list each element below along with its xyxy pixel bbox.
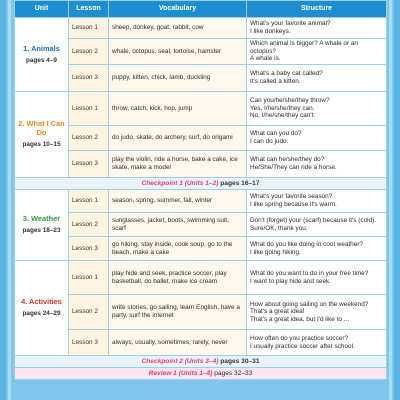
unit-pages: pages 4–9 <box>26 56 57 64</box>
structure-line: I like donkeys. <box>250 28 291 35</box>
checkpoint-row <box>15 356 387 368</box>
unit-cell <box>15 92 69 178</box>
table-row <box>15 295 387 330</box>
structure-line: What do you want to do in your free time? <box>250 269 369 277</box>
lesson-label: Lesson 2 <box>69 295 109 330</box>
checkpoint-row <box>15 178 387 190</box>
vocabulary-cell: throw, catch, kick, hop, jump <box>109 92 247 126</box>
table-row <box>15 213 387 237</box>
review-row <box>15 368 387 380</box>
checkpoint-label[interactable]: Checkpoint 1 (Units 1–2) <box>141 179 219 187</box>
structure-cell <box>247 330 387 356</box>
structure-line: Can you/he/she/they throw? <box>250 97 330 105</box>
unit-title: 1. Animals <box>23 43 60 53</box>
structure-line: How about going sailing on the weekend? <box>250 300 369 308</box>
vocabulary-cell: play hide and seek, practice soccer, play basketball, do ballet, make ice cream <box>109 261 247 295</box>
checkpoint-row-cell <box>15 178 387 190</box>
structure-line: I like going hiking. <box>250 248 301 256</box>
structure-line: I like spring because it's warm. <box>250 201 337 208</box>
right-border-stripe <box>394 0 400 400</box>
structure-cell <box>247 126 387 151</box>
structure-cell <box>247 39 387 65</box>
unit-title: 3. Weather <box>22 214 61 224</box>
lesson-label: Lesson 3 <box>69 237 109 261</box>
unit-cell <box>15 18 69 92</box>
structure-line: I can do judo. <box>250 138 289 145</box>
structure-line: No, I/he/she/they can't. <box>250 112 316 120</box>
lesson-label: Lesson 1 <box>69 190 109 213</box>
table-row <box>15 151 387 178</box>
unit-cell <box>15 190 69 261</box>
structure-cell <box>247 92 387 126</box>
table-row <box>15 237 387 261</box>
structure-line: What's your favorite animal? <box>250 20 331 28</box>
lesson-label: Lesson 2 <box>69 39 109 65</box>
table-row <box>15 92 387 126</box>
table-body <box>15 18 387 380</box>
structure-line: I usually practice soccer after school. <box>250 342 355 350</box>
review-cell <box>15 368 387 380</box>
lesson-label: Lesson 2 <box>69 126 109 151</box>
lesson-label: Lesson 1 <box>69 261 109 295</box>
vocabulary-cell: season, spring, summer, fall, winter <box>109 190 247 213</box>
vocabulary-cell: whale, octopus, seal, tortoise, hamster <box>109 39 247 65</box>
lesson-label: Lesson 3 <box>69 151 109 178</box>
structure-line: How often do you practice soccer? <box>250 334 349 342</box>
structure-cell <box>247 213 387 237</box>
unit-pages: pages 18–23 <box>22 227 61 235</box>
unit-title: 4. Activities <box>21 297 62 307</box>
structure-line: Don't (forget) your (scarf) because it's (cold). <box>250 216 377 224</box>
lesson-label: Lesson 1 <box>69 18 109 39</box>
vocabulary-cell: always, usually, sometimes, rarely, never <box>109 330 247 356</box>
structure-line: What do you like doing in cool weather? <box>250 240 363 248</box>
checkpoint-row-cell <box>15 356 387 368</box>
header-unit: Unit <box>15 1 69 18</box>
table-header-row <box>15 1 387 18</box>
table-row <box>15 39 387 65</box>
structure-line: Sure/OK, thank you. <box>250 224 308 232</box>
structure-cell <box>247 151 387 178</box>
structure-cell <box>247 190 387 213</box>
lesson-label: Lesson 3 <box>69 330 109 356</box>
table-row <box>15 65 387 92</box>
checkpoint-pages: pages 16–17 <box>218 179 260 187</box>
unit-title: 2. What I Can Do <box>18 119 65 138</box>
review-pages: pages 32–33 <box>212 369 253 377</box>
table-row <box>15 126 387 151</box>
vocabulary-cell: play the violin, ride a horse, bake a cake, ice skate, make a model <box>109 151 247 178</box>
structure-line: Yes, I/he/she/they can. <box>250 104 315 112</box>
review-label[interactable]: Review 1 (Units 1–4) <box>148 369 213 377</box>
structure-cell <box>247 261 387 295</box>
lesson-label: Lesson 2 <box>69 213 109 237</box>
structure-line: He/She/They can ride a horse. <box>250 164 337 171</box>
unit-cell <box>15 261 69 356</box>
unit-pages: pages 24–29 <box>22 310 61 318</box>
scope-and-sequence-table <box>14 0 387 380</box>
table-row <box>15 261 387 295</box>
vocabulary-cell: go hiking, stay inside, cook soup, go to the beach, make a cake <box>109 237 247 261</box>
vocabulary-cell: puppy, kitten, chick, lamb, duckling <box>109 65 247 92</box>
structure-line: That's a great idea! <box>250 308 305 316</box>
structure-cell <box>247 237 387 261</box>
table-row <box>15 190 387 213</box>
structure-line: What can he/she/they do? <box>250 156 325 164</box>
lesson-label: Lesson 1 <box>69 92 109 126</box>
structure-line: It's called a kitten. <box>250 78 301 85</box>
structure-line: Which animal is bigger? A whale or an octopus? <box>250 40 358 55</box>
structure-line: What can you do? <box>250 130 302 138</box>
structure-cell <box>247 295 387 330</box>
structure-cell <box>247 65 387 92</box>
header-structure: Structure <box>247 1 387 18</box>
vocabulary-cell: sunglasses, jacket, boots, swimming suit, scarf <box>109 213 247 237</box>
structure-cell <box>247 18 387 39</box>
unit-pages: pages 10–15 <box>22 140 61 148</box>
structure-line: What's your favorite season? <box>250 193 333 201</box>
checkpoint-pages: pages 30–31 <box>218 357 260 365</box>
vocabulary-cell: sheep, donkey, goat, rabbit, cow <box>109 18 247 39</box>
left-border-stripe-thin <box>8 0 11 400</box>
table-row <box>15 18 387 39</box>
lesson-label: Lesson 3 <box>69 65 109 92</box>
header-lesson: Lesson <box>69 1 109 18</box>
right-border-stripe-thin <box>389 0 392 400</box>
header-vocabulary: Vocabulary <box>109 1 247 18</box>
checkpoint-label[interactable]: Checkpoint 2 (Units 3–4) <box>141 357 219 365</box>
left-border-stripe <box>0 0 6 400</box>
vocabulary-cell: write stories, go sailing, learn English, have a party, surf the internet <box>109 295 247 330</box>
table-row <box>15 330 387 356</box>
structure-line: That's a great idea, but I'd like to ... <box>250 315 350 323</box>
structure-line: A whale is. <box>250 55 281 63</box>
structure-line: What's a baby cat called? <box>250 70 323 78</box>
structure-line: I want to play hide and seek. <box>250 277 332 285</box>
vocabulary-cell: do judo, skate, do archery, surf, do origami <box>109 126 247 151</box>
